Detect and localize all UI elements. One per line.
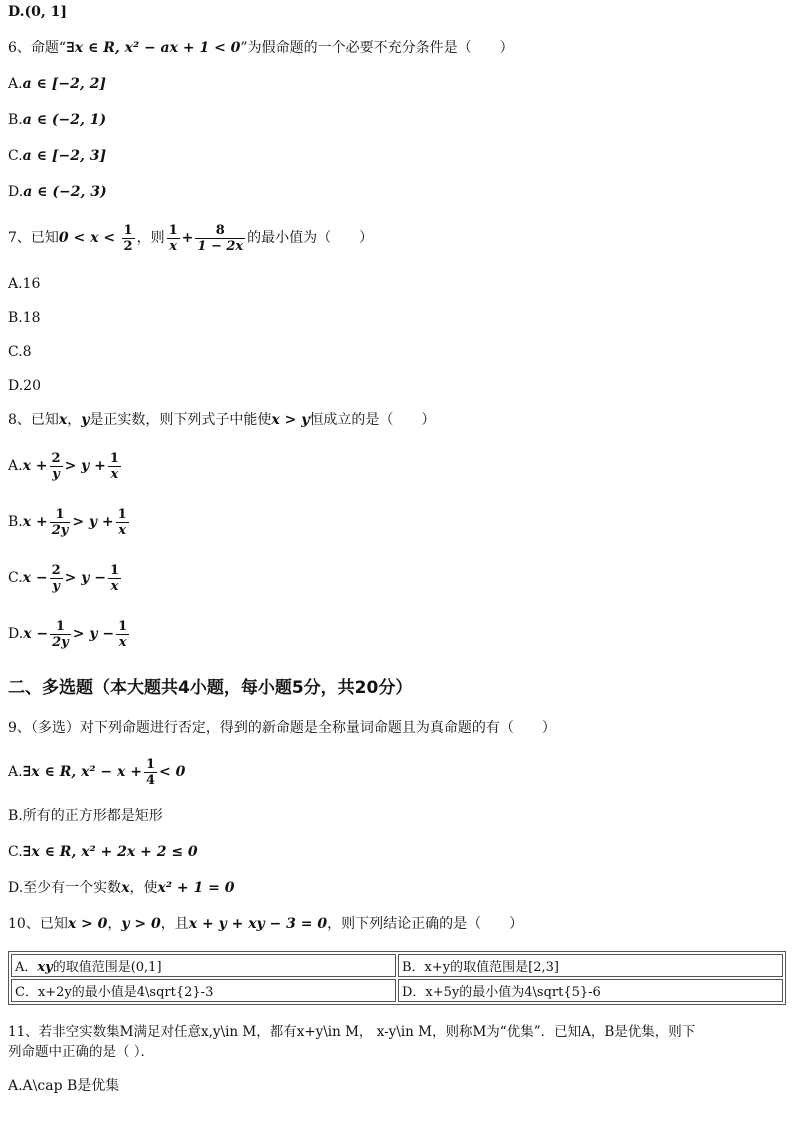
q7-option-d: D.20	[8, 378, 41, 394]
q6-option-d: D.a ∈ (−2, 3)	[8, 184, 107, 200]
q9-option-c: C.∃x ∈ R, x² + 2x + 2 ≤ 0	[8, 844, 198, 860]
q10-stem: 10、已知x > 0，y > 0，且x + y + xy − 3 = 0，则下列结论正确的是（ ）	[8, 916, 524, 932]
q6-option-c: C.a ∈ [−2, 3]	[8, 148, 107, 164]
q10-option-c: C．x+2y的最小值是4\sqrt{2}-3	[11, 979, 396, 1002]
q8-option-c: C.x − $\frac{2}{y}$ > y − $\frac{1}{x}$	[8, 562, 120, 594]
q9-option-b: B.所有的正方形都是矩形	[8, 808, 163, 824]
q7-fraction-1: $\frac{1}{x}$	[168, 222, 178, 254]
q7-option-c: C.8	[8, 344, 32, 360]
q9-stem: 9、（多选）对下列命题进行否定，得到的新命题是全称量词命题且为真命题的有（ ）	[8, 720, 556, 736]
q8-option-b: B.x + $\frac{1}{2y}$ > y + $\frac{1}{x}$	[8, 506, 127, 538]
q6-option-a: A.a ∈ [−2, 2]	[8, 76, 106, 92]
q9-option-a: A.∃x ∈ R, x² − x + $\frac{1}{4}$ < 0	[8, 756, 186, 788]
q11-stem-line1: 11、若非空实数集M满足对任意x,y\in M，都有x+y\in M， x-y\in M，则称M为“优集”．已知A，B是优集，则下	[8, 1024, 696, 1040]
q6-stem: 6、命题“∃x ∈ R, x² − ax + 1 < 0”为假命题的一个必要不充分条件是（ ）	[8, 40, 514, 56]
q7-option-b: B.18	[8, 310, 41, 326]
q6-option-b: B.a ∈ (−2, 1)	[8, 112, 107, 128]
q7-fraction-2: $\frac{8}{1 - 2x}$	[197, 222, 244, 254]
q7-cond-fraction: $\frac{1}{2}$	[123, 222, 133, 254]
q5-option-d: D.(0, 1]	[8, 4, 67, 20]
q11-option-a: A.A\cap B是优集	[8, 1078, 120, 1094]
q10-options-table	[8, 951, 786, 1005]
q11-stem-line2: 列命题中正确的是（ ）．	[8, 1044, 155, 1060]
section-title: 二、多选题（本大题共4小题，每小题5分，共20分）	[8, 678, 413, 698]
q8-option-d: D.x − $\frac{1}{2y}$ > y − $\frac{1}{x}$	[8, 618, 128, 650]
q9-option-d: D.至少有一个实数x，使x² + 1 = 0	[8, 880, 235, 896]
q10-option-d: D．x+5y的最小值为4\sqrt{5}-6	[398, 979, 783, 1002]
q7-option-a: A.16	[8, 276, 41, 292]
q7-stem: 7、已知0 < x < $\frac{1}{2}$ ，则 $\frac{1}{x}$ + $\frac{8}{1 - 2x}$ 的最小值为（ ）	[8, 222, 374, 254]
q8-stem: 8、已知x，y是正实数，则下列式子中能使x > y恒成立的是（ ）	[8, 412, 436, 428]
q10-option-b: B．x+y的取值范围是[2,3]	[398, 954, 783, 977]
q8-option-a: A.x + $\frac{2}{y}$ > y + $\frac{1}{x}$	[8, 450, 119, 482]
q10-option-a: A．xy的取值范围是(0,1]	[11, 954, 396, 977]
